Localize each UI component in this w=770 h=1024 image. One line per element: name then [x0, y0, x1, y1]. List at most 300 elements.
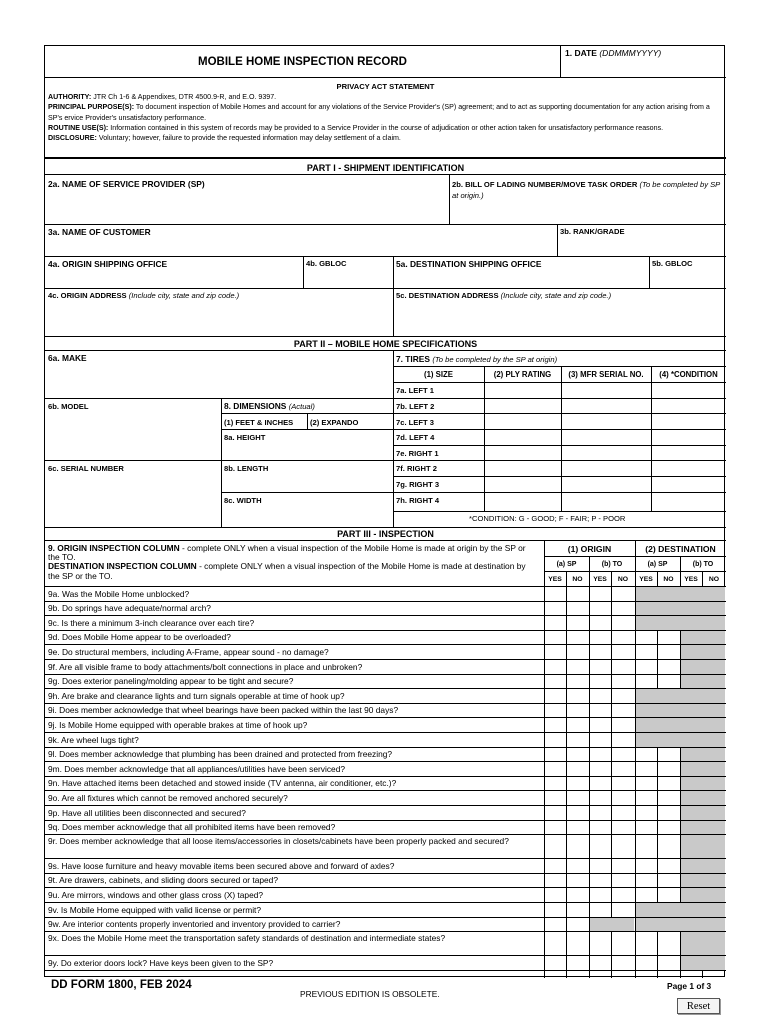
answer-checkbox[interactable]: [635, 902, 657, 917]
answer-checkbox[interactable]: [544, 703, 566, 718]
answer-checkbox[interactable]: [589, 776, 611, 791]
yes-header: YES: [639, 575, 653, 583]
answer-checkbox[interactable]: [566, 747, 588, 762]
answer-checkbox[interactable]: [657, 805, 679, 820]
answer-checkbox[interactable]: [635, 674, 657, 689]
answer-checkbox[interactable]: [611, 834, 633, 858]
bol-field[interactable]: [452, 179, 722, 201]
origin-address-field[interactable]: [48, 291, 239, 300]
answer-checkbox[interactable]: [566, 873, 588, 888]
answer-checkbox[interactable]: [611, 601, 633, 616]
answer-checkbox[interactable]: [544, 834, 566, 858]
answer-checkbox[interactable]: [566, 776, 588, 791]
dest-to-header: (b) TO: [692, 560, 714, 568]
answer-checkbox[interactable]: [544, 717, 566, 732]
answer-checkbox[interactable]: [680, 955, 702, 970]
question-row: 9o. Are all fixtures which cannot be removed anchored securely?: [48, 792, 288, 803]
answer-checkbox[interactable]: [611, 674, 633, 689]
origin-office-field[interactable]: 4a. ORIGIN SHIPPING OFFICE: [48, 259, 168, 269]
answer-checkbox[interactable]: [566, 834, 588, 858]
answer-checkbox[interactable]: [544, 902, 566, 917]
answer-checkbox[interactable]: [635, 615, 657, 630]
tire-row-right1[interactable]: 7e. RIGHT 1: [396, 449, 439, 458]
answer-checkbox[interactable]: [635, 805, 657, 820]
question-row: 9d. Does Mobile Home appear to be overloaded?: [48, 632, 231, 643]
answer-checkbox[interactable]: [589, 790, 611, 805]
purpose-text: To document inspection of Mobile Homes and account for any violations of the Service Provider's (SP) agreement; and to act as supporting documentation for any action arising from a SP's ervice Provider's unsatisfactory performance.: [48, 103, 710, 122]
authority-label: AUTHORITY:: [48, 93, 92, 102]
origin-address-label: 4c. ORIGIN ADDRESS: [48, 291, 127, 300]
question-row: 9a. Was the Mobile Home unblocked?: [48, 588, 190, 599]
answer-checkbox[interactable]: [635, 732, 657, 747]
answer-checkbox[interactable]: [680, 887, 702, 902]
yes-header: YES: [593, 575, 607, 583]
tire-row-right4[interactable]: 7h. RIGHT 4: [396, 496, 440, 505]
answer-checkbox[interactable]: [544, 761, 566, 776]
answer-checkbox[interactable]: [635, 747, 657, 762]
question-row: 9n. Have attached items been detached and stowed inside (TV antenna, air conditioner, etc.)?: [48, 778, 397, 789]
answer-checkbox[interactable]: [657, 659, 679, 674]
answer-checkbox[interactable]: [680, 790, 702, 805]
answer-checkbox[interactable]: [635, 644, 657, 659]
answer-checkbox[interactable]: [566, 887, 588, 902]
answer-checkbox[interactable]: [544, 747, 566, 762]
answer-checkbox[interactable]: [702, 887, 724, 902]
answer-checkbox[interactable]: [657, 858, 679, 873]
date-field[interactable]: [561, 46, 726, 78]
rank-field[interactable]: 3b. RANK/GRADE: [560, 227, 625, 236]
question-row: 9k. Are wheel lugs tight?: [48, 734, 139, 745]
answer-checkbox[interactable]: [611, 688, 633, 703]
answer-checkbox[interactable]: [611, 732, 633, 747]
answer-checkbox[interactable]: [680, 761, 702, 776]
answer-checkbox[interactable]: [544, 688, 566, 703]
answer-checkbox[interactable]: [566, 659, 588, 674]
answer-checkbox[interactable]: [566, 955, 588, 970]
answer-checkbox[interactable]: [657, 887, 679, 902]
answer-checkbox[interactable]: [657, 732, 679, 747]
no-header: NO: [708, 575, 720, 583]
answer-checkbox[interactable]: [611, 630, 633, 645]
answer-checkbox[interactable]: [611, 717, 633, 732]
answer-checkbox[interactable]: [702, 790, 724, 805]
answer-checkbox[interactable]: [635, 688, 657, 703]
dimensions-heading: [224, 401, 315, 411]
answer-checkbox[interactable]: [544, 790, 566, 805]
answer-checkbox[interactable]: [589, 586, 611, 601]
answer-checkbox[interactable]: [680, 615, 702, 630]
answer-checkbox[interactable]: [544, 917, 566, 932]
answer-checkbox[interactable]: [566, 902, 588, 917]
destination-column-header: (2) DESTINATION: [645, 543, 716, 554]
tires-note: (To be completed by the SP at origin): [432, 355, 558, 364]
part3-title: PART III - INSPECTION: [45, 527, 726, 541]
dest-sp-header: (a) SP: [647, 560, 668, 568]
instr-origin-bold: 9. ORIGIN INSPECTION COLUMN: [48, 543, 180, 553]
dimensions-label: 8. DIMENSIONS: [224, 401, 287, 411]
answer-checkbox[interactable]: [589, 644, 611, 659]
answer-checkbox[interactable]: [635, 834, 657, 858]
form-title: MOBILE HOME INSPECTION RECORD: [45, 46, 561, 78]
answer-checkbox[interactable]: [635, 761, 657, 776]
answer-checkbox[interactable]: [635, 955, 657, 970]
answer-checkbox[interactable]: [589, 732, 611, 747]
answer-checkbox[interactable]: [680, 805, 702, 820]
disclosure-label: DISCLOSURE:: [48, 134, 97, 143]
answer-checkbox[interactable]: [566, 688, 588, 703]
answer-checkbox[interactable]: [657, 931, 679, 955]
answer-checkbox[interactable]: [702, 931, 724, 955]
privacy-title: PRIVACY ACT STATEMENT: [336, 82, 435, 91]
answer-checkbox[interactable]: [657, 902, 679, 917]
answer-checkbox[interactable]: [635, 703, 657, 718]
serial-field[interactable]: 6c. SERIAL NUMBER: [48, 464, 124, 473]
answer-checkbox[interactable]: [589, 858, 611, 873]
question-row: 9p. Have all utilities been disconnected and secured?: [48, 807, 246, 818]
answer-checkbox[interactable]: [635, 717, 657, 732]
answer-checkbox[interactable]: [657, 703, 679, 718]
answer-checkbox[interactable]: [657, 717, 679, 732]
answer-checkbox[interactable]: [635, 917, 657, 932]
answer-checkbox[interactable]: [702, 644, 724, 659]
tire-col-serial: (3) MFR SERIAL NO.: [568, 370, 644, 379]
answer-checkbox[interactable]: [680, 630, 702, 645]
answer-checkbox[interactable]: [589, 820, 611, 835]
answer-checkbox[interactable]: [657, 615, 679, 630]
answer-checkbox[interactable]: [566, 586, 588, 601]
part2-title: PART II – MOBILE HOME SPECIFICATIONS: [45, 337, 726, 351]
answer-checkbox[interactable]: [566, 703, 588, 718]
answer-checkbox[interactable]: [544, 931, 566, 955]
privacy-act-statement: [45, 78, 726, 158]
answer-checkbox[interactable]: [589, 688, 611, 703]
answer-checkbox[interactable]: [702, 659, 724, 674]
answer-checkbox[interactable]: [680, 659, 702, 674]
answer-checkbox[interactable]: [611, 615, 633, 630]
answer-checkbox[interactable]: [657, 873, 679, 888]
answer-checkbox[interactable]: [544, 776, 566, 791]
answer-checkbox[interactable]: [702, 601, 724, 616]
answer-checkbox[interactable]: [635, 601, 657, 616]
answer-checkbox[interactable]: [657, 820, 679, 835]
answer-checkbox[interactable]: [635, 931, 657, 955]
obsolete-notice: PREVIOUS EDITION IS OBSOLETE.: [300, 989, 440, 999]
answer-checkbox[interactable]: [680, 820, 702, 835]
origin-address-note: (Include city, state and zip code.): [128, 291, 240, 300]
answer-checkbox[interactable]: [702, 834, 724, 858]
dest-address-label: 5c. DESTINATION ADDRESS: [396, 291, 499, 300]
tire-row-left1[interactable]: 7a. LEFT 1: [396, 386, 434, 395]
question-row: 9j. Is Mobile Home equipped with operable brakes at time of hook up?: [48, 719, 308, 730]
tire-row-right3[interactable]: 7g. RIGHT 3: [396, 480, 440, 489]
answer-checkbox[interactable]: [680, 902, 702, 917]
routine-text: Information contained in this system of records may be provided to a Service Provider in the course of adjudication or other action taken for unsatisfactory performance reasons.: [110, 123, 664, 132]
answer-checkbox[interactable]: [544, 644, 566, 659]
answer-checkbox[interactable]: [611, 586, 633, 601]
page-number: Page 1 of 3: [667, 981, 712, 991]
answer-checkbox[interactable]: [589, 805, 611, 820]
answer-checkbox[interactable]: [544, 659, 566, 674]
tire-row-left3[interactable]: 7c. LEFT 3: [396, 418, 434, 427]
customer-field[interactable]: 3a. NAME OF CUSTOMER: [48, 227, 151, 237]
answer-checkbox[interactable]: [566, 615, 588, 630]
tire-row-left2[interactable]: 7b. LEFT 2: [396, 402, 435, 411]
answer-checkbox[interactable]: [702, 776, 724, 791]
answer-checkbox[interactable]: [680, 776, 702, 791]
question-row: 9g. Does exterior paneling/molding appear to be tight and secure?: [48, 676, 294, 687]
answer-checkbox[interactable]: [611, 917, 633, 932]
answer-checkbox[interactable]: [544, 820, 566, 835]
answer-checkbox[interactable]: [611, 790, 633, 805]
bol-label: 2b. BILL OF LADING NUMBER/MOVE TASK ORDER: [452, 180, 638, 189]
answer-checkbox[interactable]: [657, 630, 679, 645]
instr-origin: - complete ONLY when a visual inspection of the Mobile Home is made at origin by the SP or the TO.: [48, 543, 526, 563]
answer-checkbox[interactable]: [680, 703, 702, 718]
answer-checkbox[interactable]: [566, 601, 588, 616]
answer-checkbox[interactable]: [611, 887, 633, 902]
answer-checkbox[interactable]: [635, 790, 657, 805]
answer-checkbox[interactable]: [611, 820, 633, 835]
answer-checkbox[interactable]: [589, 703, 611, 718]
answer-checkbox[interactable]: [702, 761, 724, 776]
dest-gbloc-field[interactable]: 5b. GBLOC: [652, 259, 693, 268]
answer-checkbox[interactable]: [657, 955, 679, 970]
answer-checkbox[interactable]: [635, 659, 657, 674]
disclosure-text: Voluntary; however, failure to provide the requested information may delay settlement of a claim.: [98, 134, 401, 143]
length-field[interactable]: 8b. LENGTH: [224, 464, 269, 473]
answer-checkbox[interactable]: [589, 674, 611, 689]
dimensions-note: (Actual): [288, 402, 315, 411]
answer-checkbox[interactable]: [566, 717, 588, 732]
answer-checkbox[interactable]: [657, 834, 679, 858]
inspection-instructions: [48, 544, 538, 581]
answer-checkbox[interactable]: [702, 688, 724, 703]
answer-checkbox[interactable]: [589, 834, 611, 858]
answer-checkbox[interactable]: [611, 747, 633, 762]
answer-checkbox[interactable]: [680, 644, 702, 659]
answer-checkbox[interactable]: [566, 761, 588, 776]
no-header: NO: [617, 575, 629, 583]
answer-checkbox[interactable]: [680, 747, 702, 762]
question-row: 9u. Are mirrors, windows and other glass cross (X) taped?: [48, 889, 264, 900]
answer-checkbox[interactable]: [544, 887, 566, 902]
answer-checkbox[interactable]: [566, 931, 588, 955]
question-row: 9t. Are drawers, cabinets, and sliding doors secured or taped?: [48, 875, 278, 886]
answer-checkbox[interactable]: [635, 820, 657, 835]
answer-checkbox[interactable]: [544, 586, 566, 601]
answer-checkbox[interactable]: [544, 873, 566, 888]
answer-checkbox[interactable]: [680, 931, 702, 955]
tires-label: 7. TIRES: [396, 354, 430, 364]
part1-title: PART I - SHIPMENT IDENTIFICATION: [45, 163, 726, 175]
answer-checkbox[interactable]: [589, 747, 611, 762]
answer-checkbox[interactable]: [635, 630, 657, 645]
origin-gbloc-field[interactable]: 4b. GBLOC: [306, 259, 347, 268]
answer-checkbox[interactable]: [611, 703, 633, 718]
answer-checkbox[interactable]: [680, 732, 702, 747]
sp-name-field[interactable]: 2a. NAME OF SERVICE PROVIDER (SP): [48, 179, 205, 189]
question-row: 9l. Does member acknowledge that plumbing has been drained and protected from freezing?: [48, 749, 393, 760]
question-row: 9v. Is Mobile Home equipped with valid license or permit?: [48, 904, 262, 915]
answer-checkbox[interactable]: [702, 747, 724, 762]
dest-address-field[interactable]: [396, 291, 611, 300]
bol-note: (To be completed by SP at origin.): [452, 180, 720, 200]
date-label: 1. DATE: [565, 48, 597, 58]
authority-text: JTR Ch 1-6 & Appendixes, DTR 4500.9-R, and E.O. 9397.: [93, 93, 277, 102]
answer-checkbox[interactable]: [544, 601, 566, 616]
answer-checkbox[interactable]: [589, 761, 611, 776]
answer-checkbox[interactable]: [702, 615, 724, 630]
question-row: 9m. Does member acknowledge that all appliances/utilities have been serviced?: [48, 763, 346, 774]
answer-checkbox[interactable]: [657, 688, 679, 703]
answer-checkbox[interactable]: [657, 917, 679, 932]
question-row: 9r. Does member acknowledge that all loose items/accessories in closets/cabinets have been properly packed and secured?: [48, 835, 509, 846]
answer-checkbox[interactable]: [702, 917, 724, 932]
answer-checkbox[interactable]: [611, 776, 633, 791]
purpose-label: PRINCIPAL PURPOSE(S):: [48, 103, 135, 112]
model-field[interactable]: 6b. MODEL: [48, 402, 89, 411]
answer-checkbox[interactable]: [635, 858, 657, 873]
question-row: 9x. Does the Mobile Home meet the transportation safety standards of destination and intermediate states?: [48, 932, 446, 943]
answer-checkbox[interactable]: [589, 917, 611, 932]
answer-checkbox[interactable]: [635, 776, 657, 791]
answer-checkbox[interactable]: [702, 586, 724, 601]
answer-checkbox[interactable]: [680, 917, 702, 932]
answer-checkbox[interactable]: [680, 717, 702, 732]
no-header: NO: [663, 575, 674, 583]
make-field[interactable]: 6a. MAKE: [48, 353, 87, 363]
answer-checkbox[interactable]: [544, 630, 566, 645]
answer-checkbox[interactable]: [589, 615, 611, 630]
answer-checkbox[interactable]: [611, 931, 633, 955]
inspection-form: [44, 45, 725, 977]
yes-header: YES: [684, 575, 698, 583]
answer-checkbox[interactable]: [589, 659, 611, 674]
answer-checkbox[interactable]: [589, 717, 611, 732]
row-divider: [45, 970, 726, 971]
width-field[interactable]: 8c. WIDTH: [224, 496, 262, 505]
reset-button[interactable]: Reset: [677, 998, 720, 1014]
question-row: 9f. Are all visible frame to body attachments/bolt connections in place and unbroken?: [48, 661, 363, 672]
answer-checkbox[interactable]: [702, 717, 724, 732]
dest-address-note: (Include city, state and zip code.): [500, 291, 612, 300]
question-row: 9h. Are brake and clearance lights and turn signals operable at time of hook up?: [48, 690, 345, 701]
answer-checkbox[interactable]: [589, 955, 611, 970]
answer-checkbox[interactable]: [657, 644, 679, 659]
answer-checkbox[interactable]: [544, 674, 566, 689]
answer-checkbox[interactable]: [611, 659, 633, 674]
answer-checkbox[interactable]: [635, 586, 657, 601]
routine-label: ROUTINE USE(S):: [48, 123, 109, 132]
answer-checkbox[interactable]: [680, 674, 702, 689]
answer-checkbox[interactable]: [566, 820, 588, 835]
answer-checkbox[interactable]: [702, 732, 724, 747]
answer-checkbox[interactable]: [589, 887, 611, 902]
tire-row-right2[interactable]: 7f. RIGHT 2: [396, 464, 437, 473]
answer-checkbox[interactable]: [702, 630, 724, 645]
condition-key: *CONDITION: G - GOOD; F - FAIR; P - POOR: [469, 514, 626, 523]
answer-checkbox[interactable]: [566, 674, 588, 689]
answer-checkbox[interactable]: [702, 902, 724, 917]
answer-checkbox[interactable]: [657, 601, 679, 616]
tire-col-ply: (2) PLY RATING: [493, 370, 552, 379]
question-row: 9s. Have loose furniture and heavy movable items been secured above and forward of axles?: [48, 860, 395, 871]
answer-checkbox[interactable]: [657, 586, 679, 601]
answer-checkbox[interactable]: [611, 902, 633, 917]
answer-checkbox[interactable]: [680, 858, 702, 873]
answer-checkbox[interactable]: [702, 858, 724, 873]
answer-checkbox[interactable]: [566, 805, 588, 820]
answer-checkbox[interactable]: [680, 834, 702, 858]
answer-checkbox[interactable]: [702, 873, 724, 888]
answer-checkbox[interactable]: [680, 688, 702, 703]
no-header: NO: [572, 575, 583, 583]
origin-column-header: (1) ORIGIN: [567, 543, 612, 554]
answer-checkbox[interactable]: [657, 747, 679, 762]
answer-checkbox[interactable]: [702, 805, 724, 820]
dest-office-field[interactable]: 5a. DESTINATION SHIPPING OFFICE: [396, 259, 542, 269]
answer-checkbox[interactable]: [657, 674, 679, 689]
answer-checkbox[interactable]: [544, 732, 566, 747]
answer-checkbox[interactable]: [657, 776, 679, 791]
answer-checkbox[interactable]: [635, 873, 657, 888]
answer-checkbox[interactable]: [566, 790, 588, 805]
answer-checkbox[interactable]: [566, 630, 588, 645]
answer-checkbox[interactable]: [611, 761, 633, 776]
question-row: 9w. Are interior contents properly inventoried and inventory provided to carrier?: [48, 919, 341, 930]
answer-checkbox[interactable]: [611, 644, 633, 659]
answer-checkbox[interactable]: [702, 820, 724, 835]
answer-checkbox[interactable]: [566, 858, 588, 873]
instr-dest-bold: DESTINATION INSPECTION COLUMN: [48, 561, 197, 572]
question-row: 9e. Do structural members, including A-Frame, appear sound - no damage?: [48, 646, 329, 657]
answer-checkbox[interactable]: [589, 630, 611, 645]
date-format: (DDMMMYYYY): [599, 48, 662, 58]
answer-checkbox[interactable]: [544, 805, 566, 820]
answer-checkbox[interactable]: [611, 805, 633, 820]
answer-checkbox[interactable]: [611, 873, 633, 888]
answer-checkbox[interactable]: [589, 873, 611, 888]
answer-checkbox[interactable]: [680, 873, 702, 888]
answer-checkbox[interactable]: [589, 902, 611, 917]
answer-checkbox[interactable]: [680, 601, 702, 616]
tire-col-size: (1) SIZE: [423, 370, 454, 379]
answer-checkbox[interactable]: [702, 955, 724, 970]
yes-header: YES: [548, 575, 562, 583]
answer-checkbox[interactable]: [635, 887, 657, 902]
answer-checkbox[interactable]: [566, 732, 588, 747]
answer-checkbox[interactable]: [544, 858, 566, 873]
height-field[interactable]: 8a. HEIGHT: [224, 433, 266, 442]
question-row: 9q. Does member acknowledge that all prohibited items have been removed?: [48, 822, 336, 833]
answer-checkbox[interactable]: [657, 790, 679, 805]
answer-checkbox[interactable]: [702, 674, 724, 689]
answer-checkbox[interactable]: [566, 644, 588, 659]
question-row: 9i. Does member acknowledge that wheel bearings have been packed within the last 90 days?: [48, 705, 399, 716]
question-row: 9y. Do exterior doors lock? Have keys been given to the SP?: [48, 957, 274, 968]
answer-checkbox[interactable]: [566, 917, 588, 932]
answer-checkbox[interactable]: [611, 955, 633, 970]
answer-checkbox[interactable]: [680, 586, 702, 601]
tire-row-left4[interactable]: 7d. LEFT 4: [396, 433, 435, 442]
answer-checkbox[interactable]: [657, 761, 679, 776]
answer-checkbox[interactable]: [611, 858, 633, 873]
answer-checkbox[interactable]: [544, 955, 566, 970]
answer-checkbox[interactable]: [702, 703, 724, 718]
answer-checkbox[interactable]: [589, 601, 611, 616]
answer-checkbox[interactable]: [589, 931, 611, 955]
answer-checkbox[interactable]: [544, 615, 566, 630]
